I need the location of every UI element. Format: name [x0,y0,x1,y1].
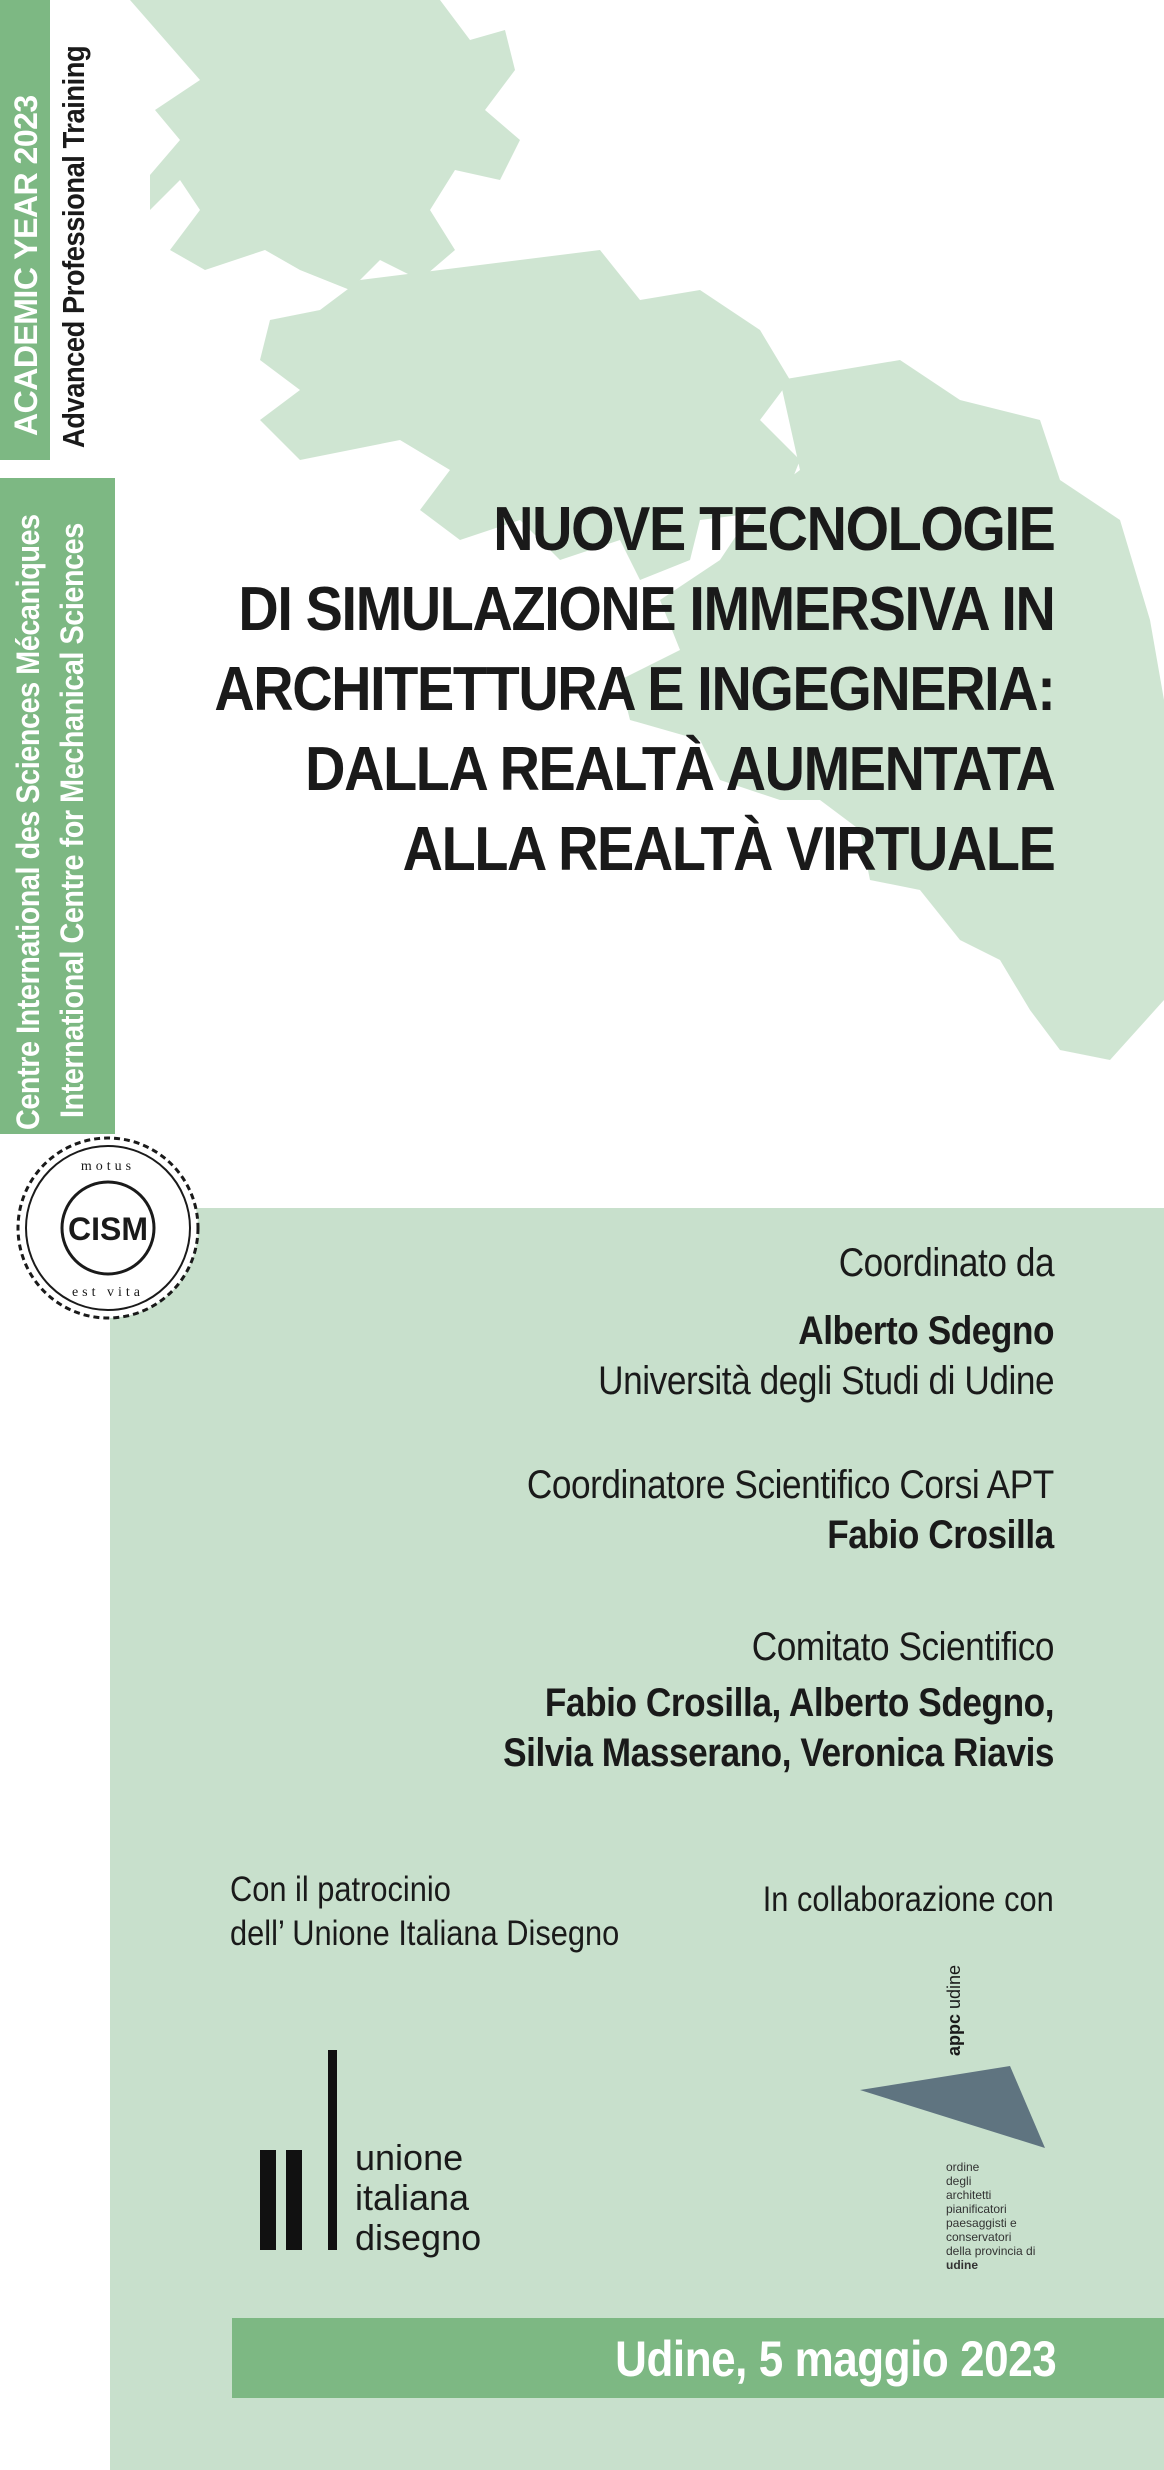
patronage-line1: Con il patrocinio [230,1870,451,1909]
committee-block [503,1622,1054,1778]
appc-description [946,2160,1035,2272]
coordination-block [598,1238,1054,1406]
gear-shape-top [130,0,520,290]
committee-label: Comitato Scientifico [751,1625,1054,1669]
scientific-coordinator-name: Fabio Crosilla [827,1513,1054,1557]
cism-logo [10,1130,206,1326]
cism-motto-bottom: est vita [71,1285,145,1300]
appc-line: architetti [946,2188,992,2202]
appc-brand [944,1965,965,2056]
appc-line: degli [946,2174,972,2188]
event-date: Udine, 5 maggio 2023 [614,2331,1056,2387]
coordinator-name: Alberto Sdegno [798,1309,1054,1353]
appc-brand-light: udine [944,1964,964,2014]
academic-year-label: ACADEMIC YEAR 2023 [8,95,44,436]
appc-line-last: udine [946,2258,978,2272]
uid-logo-bar [328,2050,337,2250]
uid-logo-line1: unione [355,2137,464,2178]
centre-fr-label: Centre International des Sciences Mécaniques [10,514,46,1130]
coordinated-by-label: Coordinato da [838,1241,1054,1285]
patronage-line2: dell’ Unione Italiana Disegno [230,1914,620,1953]
scientific-coordinator-block [527,1460,1054,1560]
centre-en-label: International Centre for Mechanical Sciences [54,523,90,1118]
coordinator-affiliation: Università degli Studi di Udine [598,1359,1054,1403]
collaboration-label: In collaborazione con [762,1880,1054,1919]
appc-line: della provincia di [946,2244,1036,2258]
committee-members-line1: Fabio Crosilla, Alberto Sdegno, [544,1681,1054,1725]
course-title [214,490,1054,890]
cism-motto-top: motus [80,1159,136,1174]
uid-logo-bar [286,2150,302,2250]
uid-logo-line3: disegno [355,2217,482,2258]
title-line: DALLA REALTÀ AUMENTATA [304,735,1055,804]
title-line: DI SIMULAZIONE IMMERSIVA IN [237,575,1054,644]
scientific-coordinator-label: Coordinatore Scientifico Corsi APT [527,1463,1054,1507]
title-line: ALLA REALTÀ VIRTUALE [402,815,1054,884]
appc-brand-bold: appc [944,2013,964,2056]
appc-line: ordine [946,2160,980,2174]
program-label: Advanced Professional Training [56,45,91,448]
appc-line: paesaggisti e [946,2216,1017,2230]
title-line: ARCHITETTURA E INGEGNERIA: [213,655,1054,724]
uid-logo-text [355,2138,481,2258]
uid-logo-bar [260,2150,276,2250]
appc-line: pianificatori [946,2202,1007,2216]
uid-logo-line2: italiana [355,2177,470,2218]
committee-members-line2: Silvia Masserano, Veronica Riavis [503,1731,1054,1775]
patronage-text [230,1868,619,1956]
appc-logo-shape [860,2066,1050,2152]
cism-logo-text: CISM [68,1211,148,1247]
title-line: NUOVE TECNOLOGIE [492,495,1054,564]
appc-line: conservatori [946,2230,1012,2244]
